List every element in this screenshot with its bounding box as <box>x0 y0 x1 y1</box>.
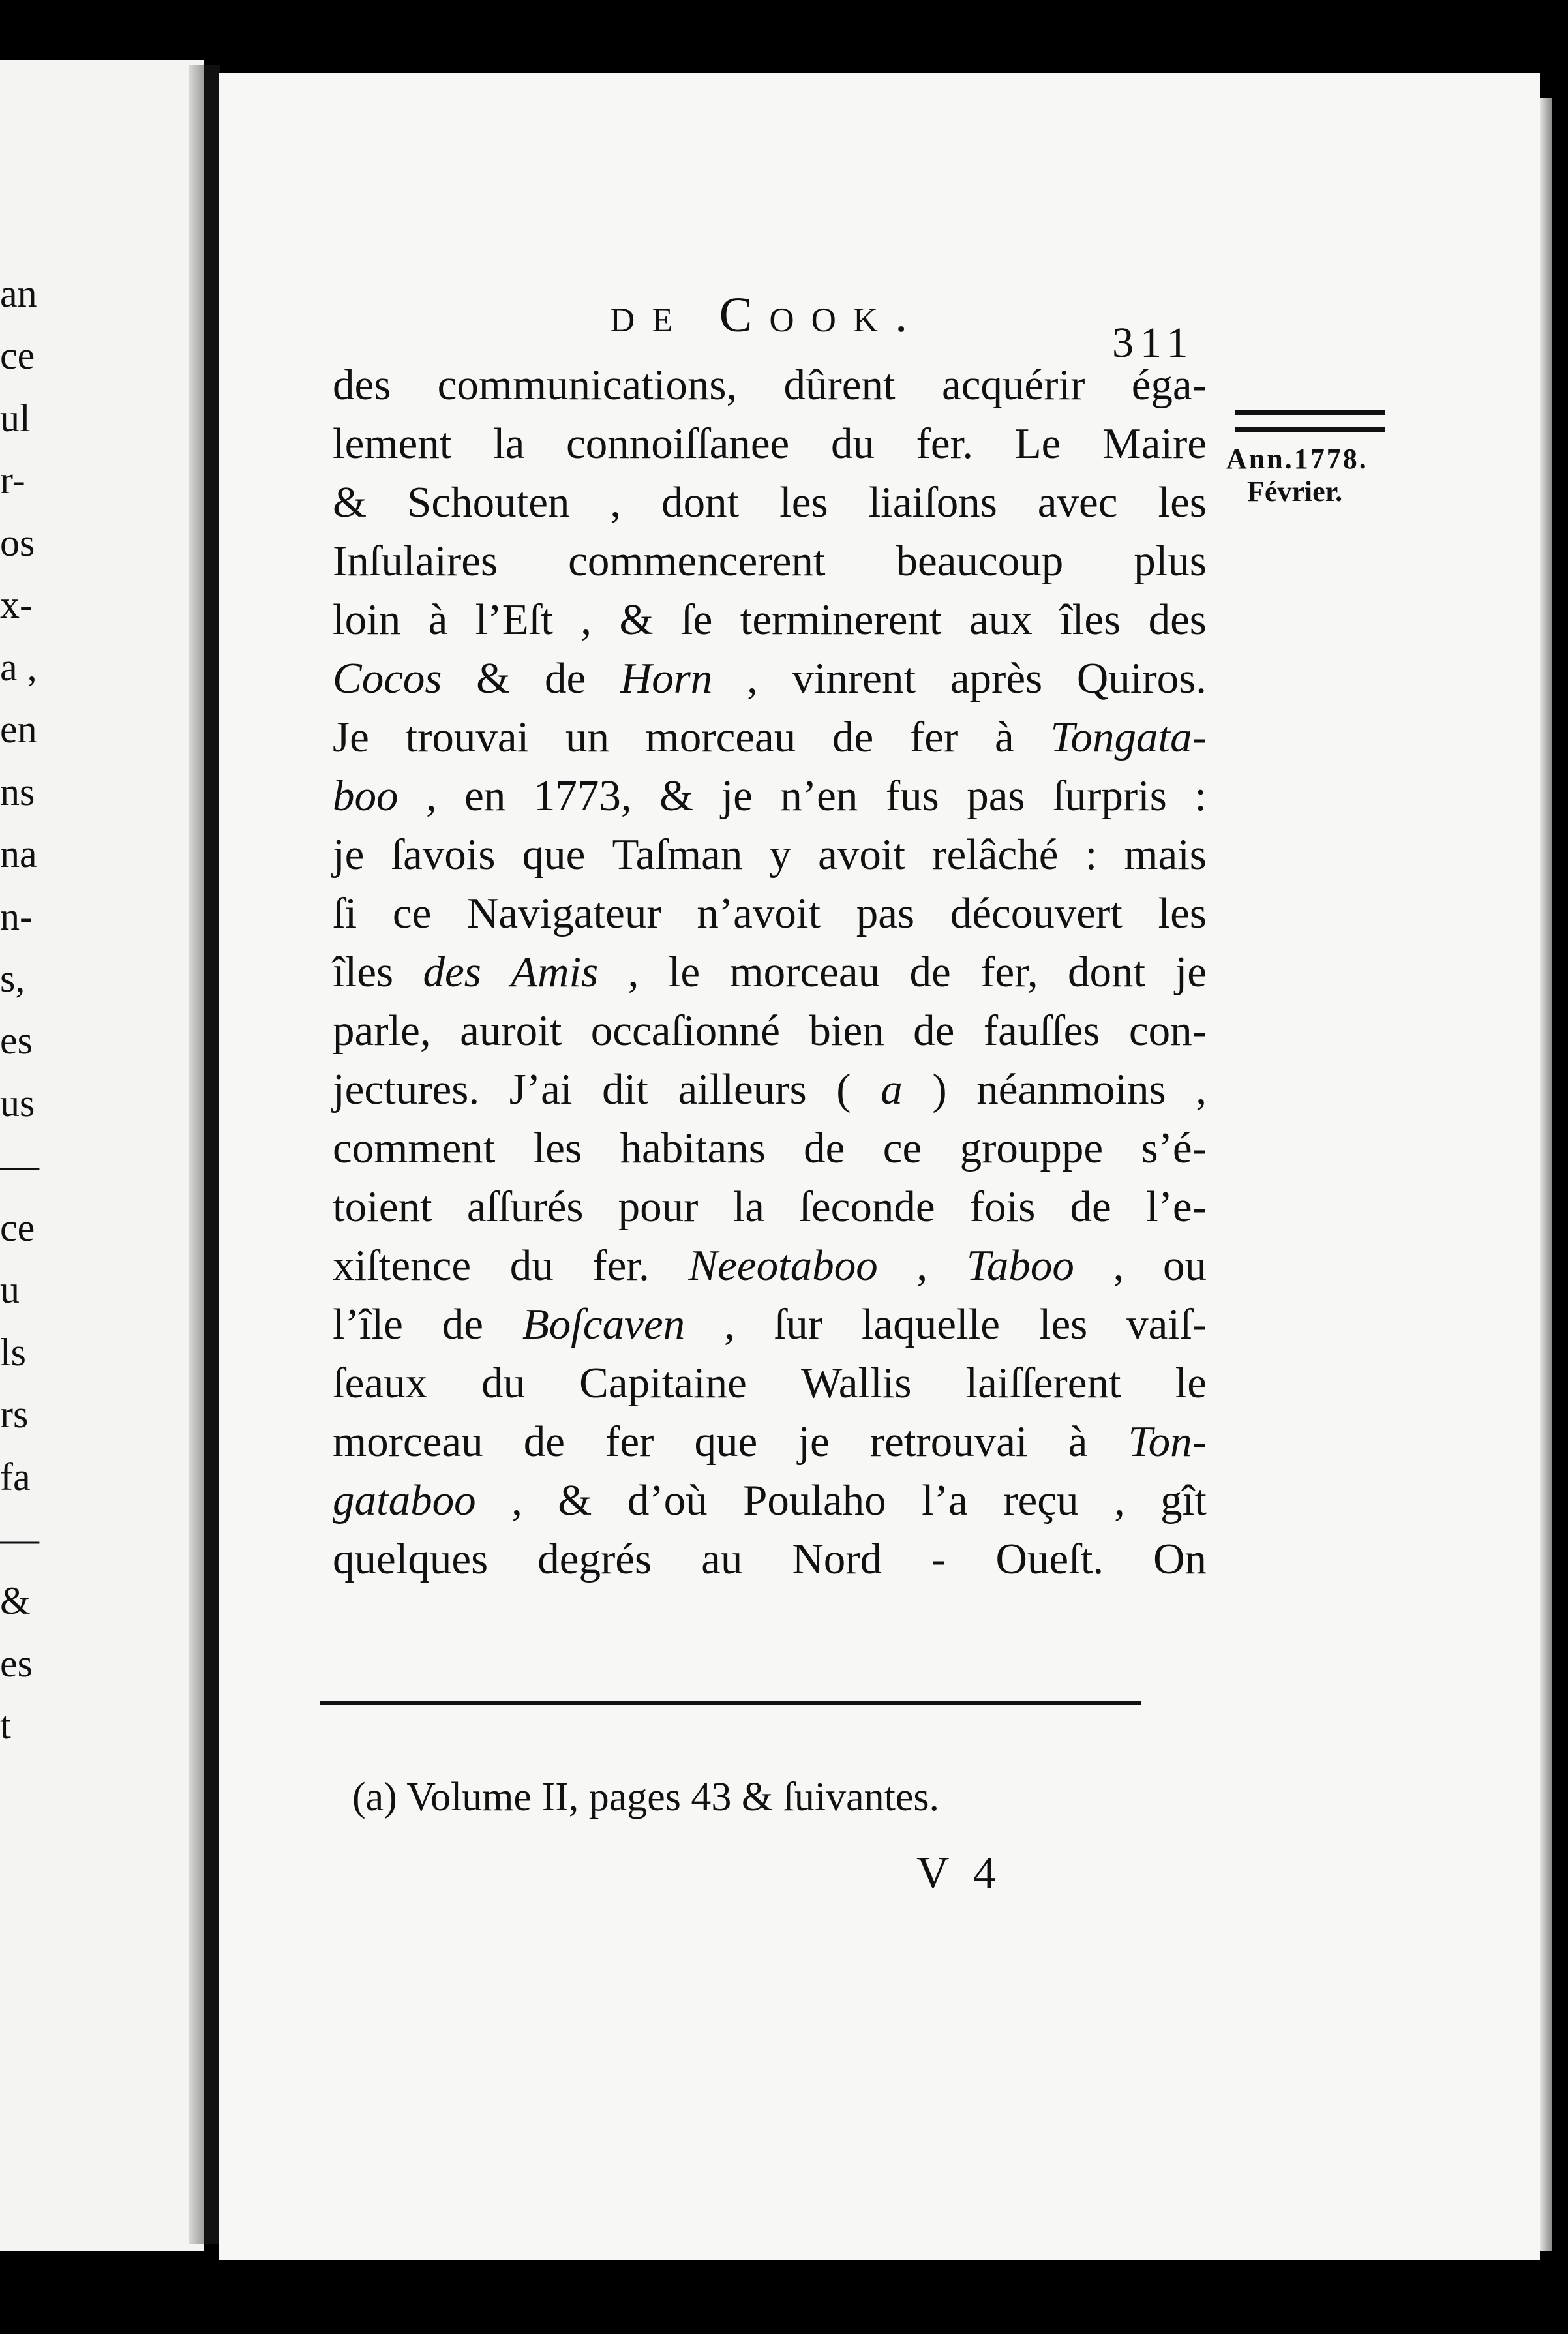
previous-page-fragment: s, <box>0 956 25 1000</box>
word: l’Eſt <box>475 596 553 644</box>
word: vinrent <box>792 654 916 703</box>
word: fauſſes <box>983 1007 1100 1055</box>
text-line <box>333 1412 1207 1471</box>
word: fer <box>605 1417 654 1466</box>
previous-page-fragment: ul <box>0 396 31 440</box>
word: la <box>732 1183 765 1231</box>
previous-page-fragment: na <box>0 832 37 876</box>
previous-page-fragment: x- <box>0 583 33 627</box>
word: morceau <box>645 713 796 761</box>
word: de <box>523 1417 565 1466</box>
word: je <box>798 1417 830 1466</box>
word: occaſionné <box>590 1007 780 1055</box>
word: , <box>511 1476 522 1524</box>
word: acquérir <box>941 361 1085 409</box>
word: ce <box>392 889 432 937</box>
word: ) <box>932 1065 947 1114</box>
word: Ton- <box>1128 1417 1207 1466</box>
word: - <box>931 1535 946 1583</box>
word: n’avoit <box>697 889 821 937</box>
previous-page-gutter <box>189 65 205 2244</box>
previous-page-fragment: en <box>0 708 37 751</box>
word: mais <box>1124 830 1207 879</box>
text-line <box>333 1119 1207 1177</box>
word: ſur <box>774 1300 823 1348</box>
word: dont <box>661 478 740 526</box>
word: y <box>769 830 791 879</box>
word: commencerent <box>568 537 826 585</box>
word: Je <box>333 713 369 761</box>
footnote: (a) Volume II, pages 43 & ſuivantes. <box>352 1775 939 1819</box>
word: loin <box>333 596 401 644</box>
word: , <box>1113 1241 1124 1290</box>
word: plus <box>1134 537 1207 585</box>
word: Le <box>1014 419 1061 468</box>
text-line <box>333 708 1207 766</box>
word: boo <box>333 772 399 820</box>
word: de <box>913 1007 955 1055</box>
signature-mark: V 4 <box>916 1848 1003 1898</box>
previous-page-fragment: t <box>0 1704 11 1748</box>
word: Taboo <box>966 1241 1074 1290</box>
word: de <box>804 1124 845 1172</box>
word: pas <box>856 889 915 937</box>
text-line <box>333 356 1207 414</box>
word: à <box>428 596 448 644</box>
text-line <box>333 1354 1207 1412</box>
previous-page-fragment: & <box>0 1579 31 1623</box>
previous-page-fragment: es <box>0 1641 33 1685</box>
word: Inſulaires <box>333 537 498 585</box>
previous-page-fragment: — <box>0 1144 39 1187</box>
word: Quiros. <box>1076 654 1207 703</box>
word: , <box>627 948 639 996</box>
word: fer <box>909 713 959 761</box>
text-line <box>333 1530 1207 1588</box>
word: fer, <box>980 948 1038 996</box>
word: reçu <box>1003 1476 1079 1524</box>
word: Capitaine <box>579 1359 747 1407</box>
word: con- <box>1128 1007 1207 1055</box>
text-line <box>333 884 1207 943</box>
word: toient <box>333 1183 432 1231</box>
word: ſi <box>333 889 357 937</box>
word: bien <box>809 1007 884 1055</box>
word: d’où <box>627 1476 708 1524</box>
word: xiſtence <box>333 1241 472 1290</box>
text-line <box>333 825 1207 884</box>
previous-page-fragment: u <box>0 1268 20 1312</box>
word: de <box>1070 1183 1111 1231</box>
word: les <box>1158 478 1207 526</box>
word: beaucoup <box>896 537 1064 585</box>
body-text <box>333 356 1207 1588</box>
word: ce <box>882 1124 922 1172</box>
word: en <box>464 772 506 820</box>
text-line <box>333 590 1207 649</box>
word: que <box>694 1417 758 1466</box>
word: Navigateur <box>467 889 661 937</box>
word: ou <box>1162 1241 1207 1290</box>
word: On <box>1153 1535 1207 1583</box>
word: les <box>779 478 828 526</box>
word: quelques <box>333 1535 489 1583</box>
text-line <box>333 532 1207 590</box>
text-line <box>333 649 1207 708</box>
word: la <box>492 419 525 468</box>
word: je <box>333 830 365 879</box>
word: connoiſſanee <box>566 419 790 468</box>
word: trouvai <box>405 713 530 761</box>
word: Nord <box>792 1535 882 1583</box>
word: jectures. <box>333 1065 480 1114</box>
word: l’a <box>922 1476 968 1524</box>
word: Amis <box>511 948 599 996</box>
word: Maire <box>1102 419 1207 468</box>
word: je <box>721 772 753 820</box>
text-line <box>333 943 1207 1001</box>
margin-note-month: Février. <box>1247 476 1343 508</box>
word: auroit <box>460 1007 562 1055</box>
previous-page-fragment: os <box>0 521 35 564</box>
word: & <box>619 596 654 644</box>
word: J’ai <box>509 1065 573 1114</box>
word: lement <box>333 419 452 468</box>
text-line <box>333 473 1207 532</box>
word: ſavois <box>391 830 496 879</box>
word: ailleurs <box>678 1065 807 1114</box>
word: pour <box>618 1183 699 1231</box>
word: avoit <box>818 830 906 879</box>
word: les <box>533 1124 582 1172</box>
word: fer. <box>916 419 974 468</box>
word: dont <box>1068 948 1146 996</box>
word: , <box>1113 1476 1125 1524</box>
word: gît <box>1160 1476 1207 1524</box>
book-spine <box>204 65 220 2244</box>
word: à <box>994 713 1014 761</box>
word: terminerent <box>740 596 942 644</box>
word: degrés <box>537 1535 652 1583</box>
word: liaiſons <box>868 478 997 526</box>
word: laiſſerent <box>965 1359 1121 1407</box>
word: Wallis <box>800 1359 912 1407</box>
previous-page <box>0 60 204 2251</box>
word: fer. <box>592 1241 650 1290</box>
word: éga- <box>1131 361 1207 409</box>
word: des <box>333 361 391 409</box>
previous-page-fragment: n- <box>0 894 33 938</box>
word: grouppe <box>959 1124 1104 1172</box>
word: du <box>509 1241 554 1290</box>
word: néanmoins <box>976 1065 1166 1114</box>
word: je <box>1175 948 1207 996</box>
word: Boſcaven <box>522 1300 686 1348</box>
word: n’en <box>780 772 858 820</box>
word: un <box>565 713 609 761</box>
previous-page-fragment: — <box>0 1517 39 1560</box>
word: laquelle <box>861 1300 1000 1348</box>
word: l’e- <box>1145 1183 1207 1231</box>
word: Schouten <box>407 478 570 526</box>
word: Neeotaboo <box>688 1241 878 1290</box>
text-line <box>333 1236 1207 1295</box>
word: & <box>659 772 694 820</box>
word: ſeaux <box>333 1359 428 1407</box>
word: l’île <box>333 1300 403 1348</box>
word: : <box>1194 772 1207 820</box>
word: du <box>830 419 875 468</box>
word: après <box>950 654 1043 703</box>
word: ( <box>836 1065 851 1114</box>
word: relâché <box>932 830 1059 879</box>
word: gataboo <box>333 1476 476 1524</box>
previous-page-fragment: es <box>0 1019 33 1063</box>
word: & <box>333 478 367 526</box>
word: au <box>701 1535 743 1583</box>
previous-page-fragment: ce <box>0 334 35 378</box>
word: Tongata- <box>1050 713 1207 761</box>
word: dûrent <box>783 361 896 409</box>
word: fus <box>885 772 939 820</box>
previous-page-fragment: us <box>0 1081 35 1125</box>
word: morceau <box>333 1417 483 1466</box>
previous-page-fragment: an <box>0 272 37 315</box>
word: îles <box>333 948 394 996</box>
word: fois <box>969 1183 1036 1231</box>
running-head: de Cook. <box>610 288 925 342</box>
word: le <box>1175 1359 1207 1407</box>
word: ſe <box>680 596 713 644</box>
previous-page-fragment: ns <box>0 770 35 813</box>
word: ſurpris <box>1052 772 1167 820</box>
word: parle, <box>333 1007 431 1055</box>
word: & <box>476 654 511 703</box>
text-line <box>333 1295 1207 1354</box>
word: communications, <box>437 361 738 409</box>
word: , <box>724 1300 735 1348</box>
word: de <box>442 1300 484 1348</box>
word: s’é- <box>1141 1124 1207 1172</box>
word: comment <box>333 1124 496 1172</box>
word: , <box>610 478 622 526</box>
word: 1773, <box>533 772 632 820</box>
page-number: 311 <box>1112 319 1195 367</box>
previous-page-fragment: r- <box>0 459 25 502</box>
word: de <box>909 948 951 996</box>
word: le <box>668 948 701 996</box>
margin-note-rule <box>1235 410 1385 432</box>
footnote-rule <box>320 1701 1141 1705</box>
word: retrouvai <box>869 1417 1028 1466</box>
word: & <box>558 1476 592 1524</box>
word: du <box>481 1359 526 1407</box>
word: morceau <box>729 948 881 996</box>
word: , <box>746 654 758 703</box>
word: , <box>580 596 592 644</box>
word: , <box>916 1241 928 1290</box>
previous-page-fragment: ls <box>0 1330 27 1374</box>
word: Taſman <box>612 830 743 879</box>
word: pas <box>967 772 1025 820</box>
previous-page-fragment: ce <box>0 1205 35 1249</box>
word: les <box>1038 1300 1088 1348</box>
text-line <box>333 1177 1207 1236</box>
page-edge <box>1540 98 1552 2251</box>
word: ſeconde <box>799 1183 935 1231</box>
word: vaiſ- <box>1126 1300 1207 1348</box>
text-line <box>333 414 1207 473</box>
word: découvert <box>950 889 1123 937</box>
text-line <box>333 1001 1207 1060</box>
word: dit <box>602 1065 648 1114</box>
word: des <box>423 948 481 996</box>
text-line <box>333 1060 1207 1119</box>
word: Cocos <box>333 654 442 703</box>
word: : <box>1085 830 1098 879</box>
word: , <box>1196 1065 1207 1114</box>
text-line <box>333 1471 1207 1530</box>
word: les <box>1158 889 1207 937</box>
previous-page-fragment: fa <box>0 1455 31 1498</box>
word: , <box>425 772 437 820</box>
word: avec <box>1037 478 1118 526</box>
word: que <box>522 830 586 879</box>
word: Poulaho <box>743 1476 886 1524</box>
previous-page-fragment: a , <box>0 645 37 689</box>
text-line <box>333 766 1207 825</box>
word: a <box>881 1065 903 1114</box>
word: îles <box>1060 596 1121 644</box>
word: des <box>1148 596 1207 644</box>
margin-note-year: Ann.1778. <box>1226 443 1368 475</box>
word: Horn <box>620 654 713 703</box>
word: à <box>1068 1417 1088 1466</box>
word: de <box>832 713 874 761</box>
word: aſſurés <box>466 1183 584 1231</box>
word: aux <box>969 596 1033 644</box>
previous-page-fragment: rs <box>0 1393 29 1436</box>
word: de <box>544 654 586 703</box>
word: Oueſt. <box>995 1535 1104 1583</box>
word: habitans <box>620 1124 766 1172</box>
